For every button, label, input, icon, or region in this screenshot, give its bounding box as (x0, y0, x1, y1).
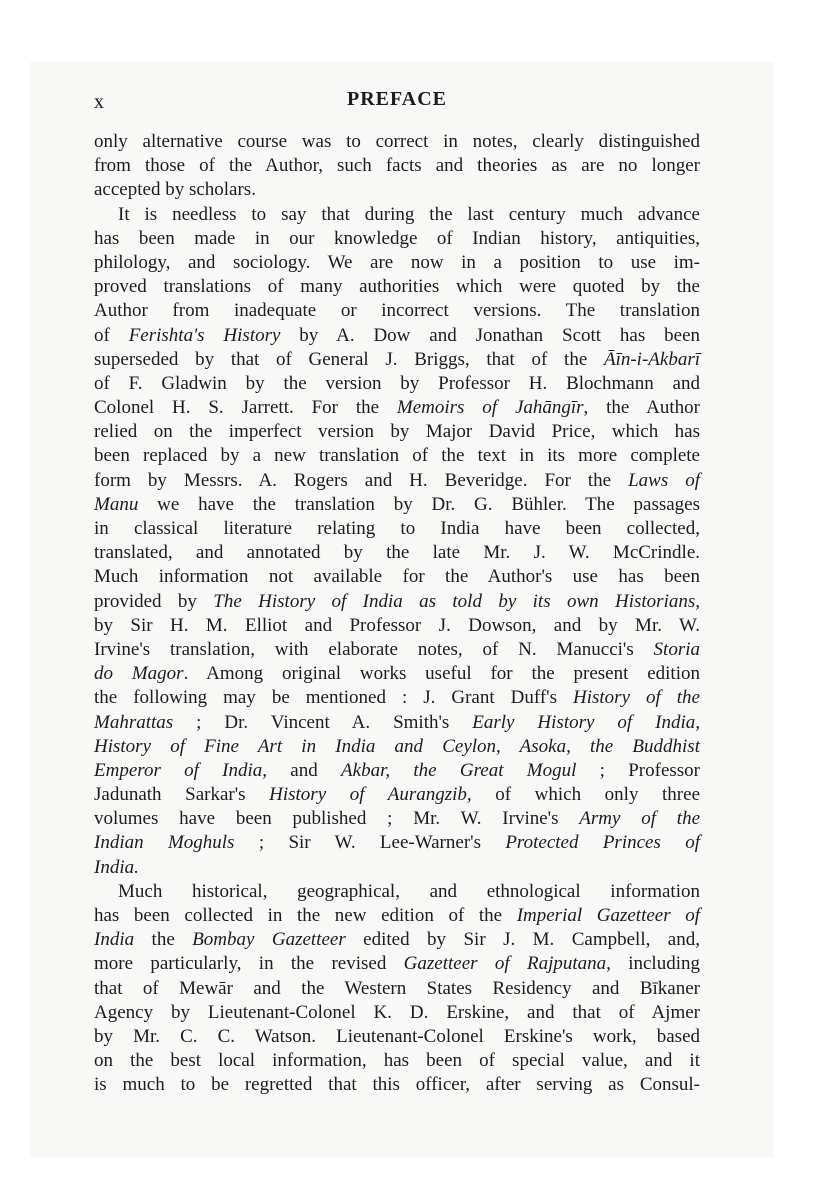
text-line (94, 396, 700, 420)
text-run: ; Professor (576, 759, 700, 781)
text-line: only alternative course was to correct in notes, clearly distinguished (94, 131, 700, 152)
text-line: It is needless to say that during the last century much advance (118, 203, 700, 225)
text-line (94, 807, 700, 831)
text-run: by A. Dow and Jonathan Scott has been (280, 324, 700, 346)
text-line: is much to be regretted that this officer, after serving as Consul- (94, 1074, 700, 1096)
text-line (94, 590, 700, 614)
book-title: India. (94, 856, 139, 878)
text-line (94, 493, 700, 517)
text-line (94, 759, 700, 783)
running-title: PREFACE (347, 88, 447, 110)
text-line (94, 324, 700, 348)
text-run: of which only three (471, 784, 701, 806)
text-line (94, 856, 700, 880)
text-run: , the Author (583, 397, 700, 419)
text-run: more particularly, in the revised (94, 953, 404, 975)
text-run: and (267, 759, 342, 781)
text-line (94, 662, 700, 686)
text-run: Irvine's translation, with elaborate notes, of N. Manucci's (94, 638, 654, 660)
text-line: on the best local information, has been of special value, and it (94, 1050, 700, 1072)
book-title: Emperor of India, (94, 759, 268, 781)
text-run: Colonel H. S. Jarrett. For the (94, 397, 397, 419)
book-title: Indian Moghuls (94, 832, 235, 854)
book-title: Āīn-i-Akbarī (603, 348, 700, 370)
text-run: including (610, 953, 700, 975)
text-line: been replaced by a new translation of the text in its more complete (94, 445, 700, 467)
page-number: x (94, 91, 105, 113)
text-line: Author from inadequate or incorrect versions. The translation (94, 300, 700, 322)
body-text (94, 130, 700, 1098)
book-title: Manu (94, 493, 139, 515)
book-title: Laws of (628, 469, 701, 491)
text-line (94, 952, 700, 976)
text-line: proved translations of many authorities which were quoted by the (94, 276, 700, 298)
text-run: of (94, 324, 129, 346)
text-run: . Among original works useful for the present edition (183, 663, 700, 685)
page-header (94, 88, 700, 116)
text-line: in classical literature relating to India have been collected, (94, 518, 700, 539)
book-title: History of Fine Art in India and Ceylon, Asoka, the Buddhist (94, 735, 700, 757)
text-line: translated, and annotated by the late Mr. J. W. McCrindle. (94, 542, 700, 564)
text-run: the following may be mentioned : J. Grant Duff's (94, 687, 573, 709)
text-line: Much information not available for the Author's use has been (94, 566, 700, 588)
text-line: philology, and sociology. We are now in a position to use im- (94, 251, 700, 273)
text-run: volumes have been published ; Mr. W. Irvine's (94, 808, 580, 830)
text-line: that of Mewār and the Western States Residency and Bīkaner (94, 977, 700, 999)
text-line: Much historical, geographical, and ethnological information (118, 880, 700, 902)
text-line: relied on the imperfect version by Major David Price, which has (94, 421, 700, 443)
book-title: do Magor (94, 663, 184, 685)
text-line (94, 904, 700, 928)
book-title: Ferishta's History (128, 324, 281, 346)
text-run: edited by Sir J. M. Campbell, and, (345, 929, 700, 951)
text-run: superseded by that of General J. Briggs, that of the (94, 348, 604, 370)
book-title: Storia (653, 638, 700, 660)
book-title: Akbar, the Great Mogul (341, 759, 577, 781)
text-line (94, 831, 700, 855)
book-title: Mahrattas (94, 711, 174, 733)
text-line: accepted by scholars. (94, 179, 256, 201)
book-title: Memoirs of Jahāngīr (396, 397, 584, 419)
text-run: form by Messrs. A. Rogers and H. Beveridge. For the (94, 469, 629, 491)
text-line (94, 638, 700, 662)
book-title: The History of India as told by its own Historians, (213, 590, 700, 612)
text-line: of F. Gladwin by the version by Professor H. Blochmann and (94, 372, 700, 394)
text-line: by Mr. C. C. Watson. Lieutenant-Colonel Erskine's work, based (94, 1025, 700, 1047)
text-run: ; Sir W. Lee-Warner's (234, 832, 506, 854)
text-line: from those of the Author, such facts and theories as are no longer (94, 155, 700, 177)
text-run: provided by (94, 590, 214, 612)
text-run: Jadunath Sarkar's (94, 784, 270, 806)
text-run: we have the translation by Dr. G. Bühler. The passages (138, 493, 700, 515)
text-line (94, 348, 700, 372)
text-line: Agency by Lieutenant-Colonel K. D. Erskine, and that of Ajmer (94, 1001, 700, 1023)
book-title: Early History of India, (472, 711, 700, 733)
text-line (94, 783, 700, 807)
book-title: Imperial Gazetteer of (516, 905, 700, 926)
text-line (94, 928, 700, 952)
text-run: has been collected in the new edition of the (94, 905, 517, 926)
text-line (94, 735, 700, 759)
text-line: has been made in our knowledge of Indian history, antiquities, (94, 227, 700, 249)
text-line: by Sir H. M. Elliot and Professor J. Dowson, and by Mr. W. (94, 614, 700, 636)
book-title: Army of the (579, 808, 700, 830)
book-title: History of the (573, 687, 700, 709)
book-title: Gazetteer of Rajputana, (403, 953, 611, 975)
book-title: History of Aurangzib, (269, 784, 472, 806)
text-run: ; Dr. Vincent A. Smith's (173, 711, 473, 733)
text-line (94, 686, 700, 710)
text-line (94, 469, 700, 493)
book-title: Bombay Gazetteer (192, 929, 346, 951)
text-line (94, 711, 700, 735)
book-title: Protected Princes of (505, 832, 700, 854)
text-run: the (134, 929, 193, 951)
book-title: India (94, 929, 135, 951)
